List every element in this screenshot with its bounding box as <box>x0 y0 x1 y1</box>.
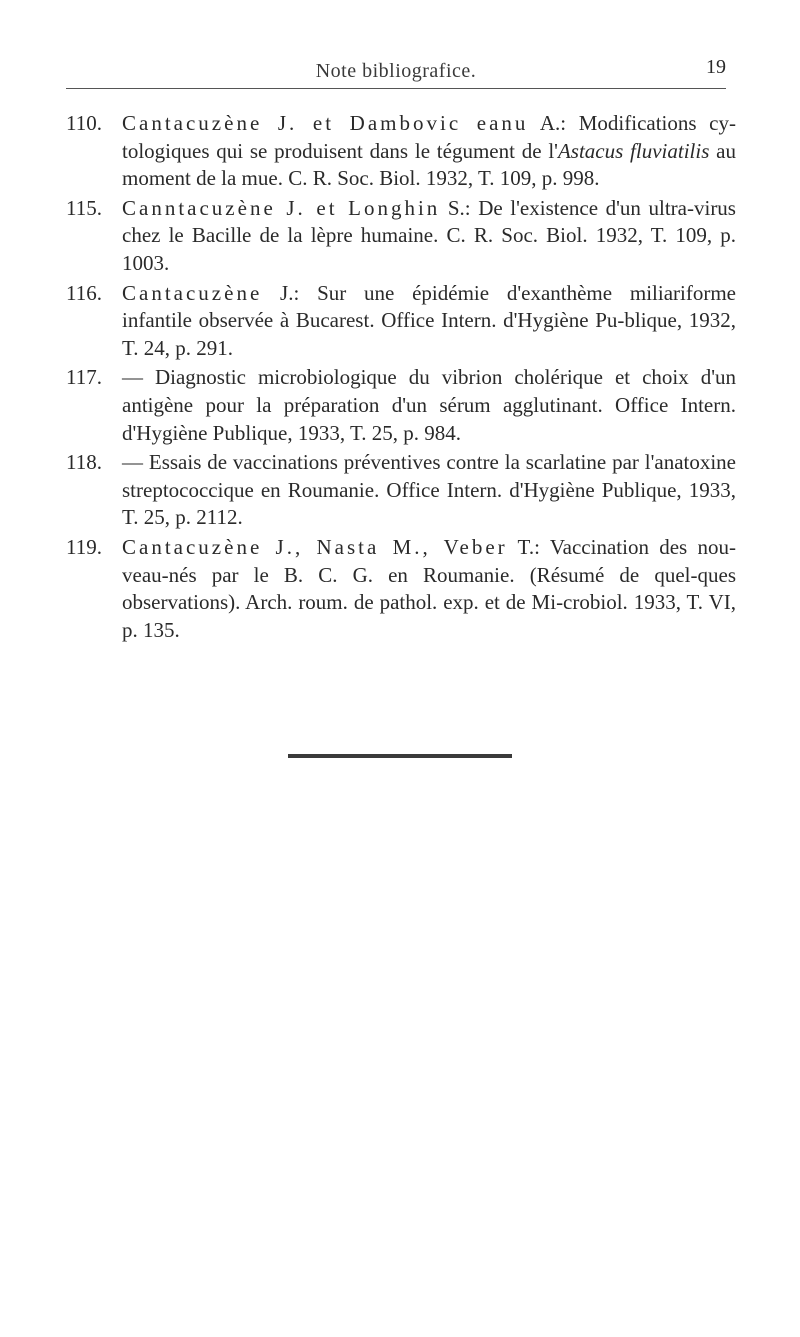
entry-text <box>122 449 736 532</box>
entry-number: 117. <box>66 365 102 390</box>
entry-number: 118. <box>66 450 102 475</box>
entry-citation: S.: De l'existence d'un ultra-virus chez le Bacille de la lèpre humaine. C. R. Soc. Biol. 1932, T. 109, p. 1003. <box>122 195 736 275</box>
page-header <box>66 56 726 94</box>
entry-text <box>122 364 736 447</box>
bibliography-entry-119 <box>66 534 736 644</box>
entry-citation: — Essais de vaccinations préventives contre la scarlatine par l'anatoxine streptococcique en Roumanie. Office Intern. d'Hygiène Publique, 1933, T. 25, p. 2112. <box>122 450 736 530</box>
entry-number: 119. <box>66 534 102 559</box>
entry-authors: Canntacuzène J. et Longhin <box>122 195 441 220</box>
entry-citation: J.: Sur une épidémie d'exanthème miliariforme infantile observée à Bucarest. Office Intern. d'Hygiène Pu-blique, 1932, T. 24, p. 291. <box>122 280 736 360</box>
header-rule <box>66 88 726 89</box>
bibliography-entry-110 <box>66 110 736 193</box>
entry-text <box>122 280 736 363</box>
entry-text <box>122 534 736 644</box>
entry-citation: A.: Modifications cy-tologiques qui se produisent dans le tégument de l' <box>122 111 736 163</box>
bibliography-entry-116 <box>66 280 736 363</box>
entry-citation: T.: Vaccination des nou-veau-nés par le B. C. G. en Roumanie. (Résumé de quel-ques observations). Arch. roum. de pathol. exp. et de Mi-crobiol. 1933, T. VI, p. 135. <box>122 534 736 642</box>
end-rule <box>288 754 512 758</box>
running-head: Note bibliografice. <box>315 60 477 82</box>
bibliography-entry-117 <box>66 364 736 447</box>
page-number: 19 <box>706 56 726 78</box>
entry-authors: Cantacuzène J. et Dambovic eanu <box>122 111 529 135</box>
bibliography-list <box>66 110 736 646</box>
bibliography-entry-118 <box>66 449 736 532</box>
entry-authors: Cantacuzène J., Nasta M., Veber <box>122 534 508 559</box>
entry-text <box>122 195 736 278</box>
entry-number: 110. <box>66 111 102 135</box>
bibliography-entry-115 <box>66 195 736 278</box>
entry-number: 115. <box>66 195 102 220</box>
entry-number: 116. <box>66 280 102 305</box>
entry-citation-end: au moment de la mue. C. R. Soc. Biol. 1932, T. 109, p. 998. <box>122 138 736 191</box>
entry-species-name: Astacus fluviatilis <box>557 138 710 163</box>
entry-text <box>122 110 736 193</box>
entry-authors: Cantacuzène <box>122 280 263 305</box>
entry-citation: — Diagnostic microbiologique du vibrion cholérique et choix d'un antigène pour la préparation d'un sérum agglutinant. Office Intern. d'Hygiène Publique, 1933, T. 25, p. 984. <box>122 365 736 445</box>
